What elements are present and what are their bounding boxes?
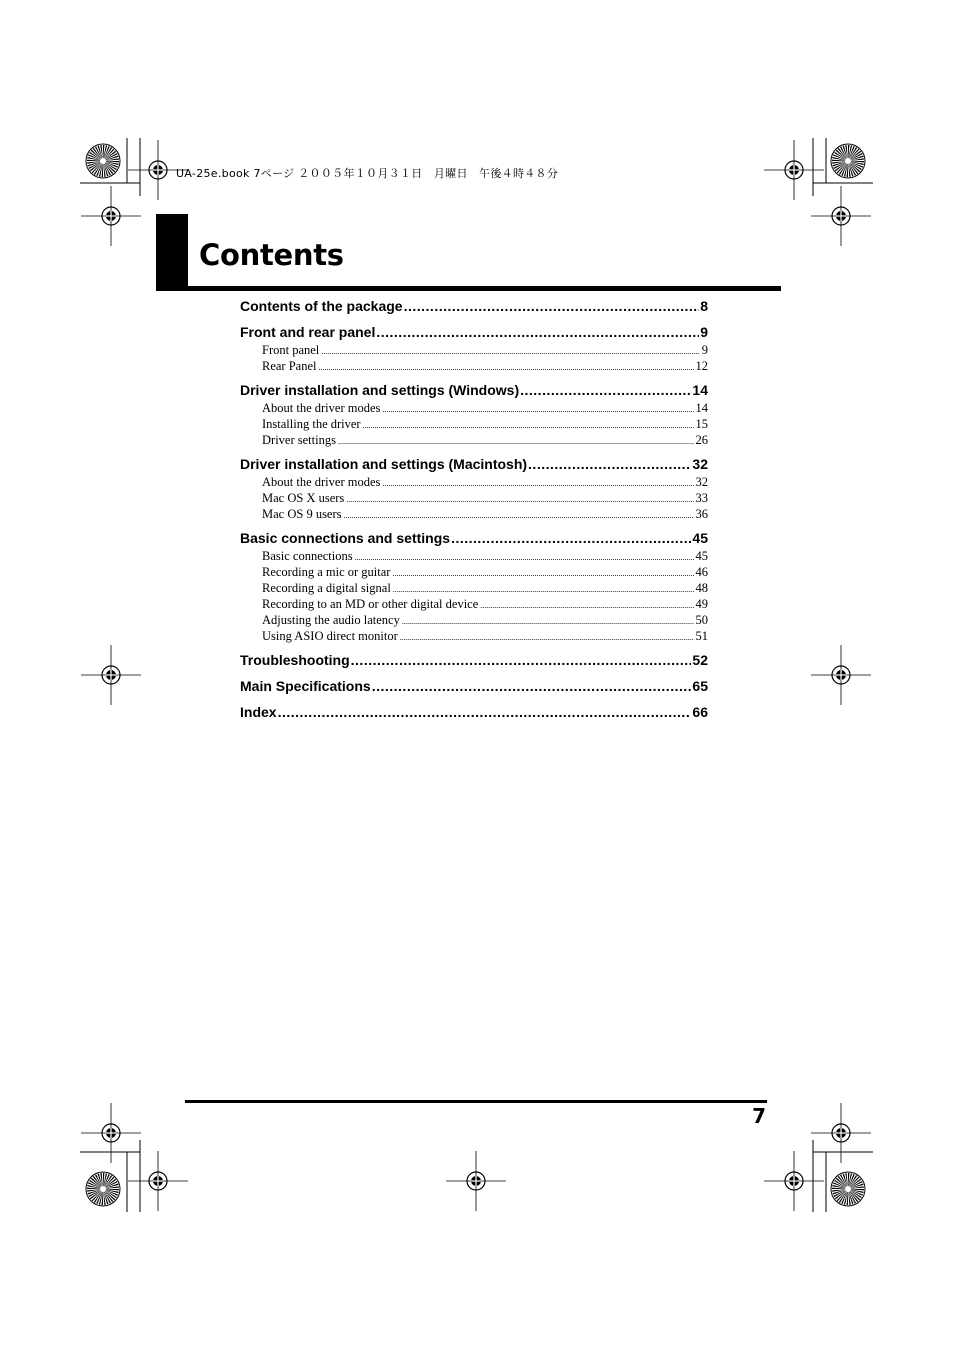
toc-subentry-page: 14 bbox=[695, 401, 708, 415]
toc-subentry-label: Installing the driver bbox=[262, 417, 361, 431]
registration-crosshair-icon bbox=[446, 1151, 506, 1211]
toc-subentry-label: Recording a mic or guitar bbox=[262, 565, 391, 579]
dot-leader bbox=[382, 402, 693, 418]
toc-subentry-label: Driver settings bbox=[262, 433, 336, 447]
toc-entry[interactable] bbox=[240, 454, 708, 474]
toc-subentry[interactable] bbox=[240, 432, 708, 448]
dot-leader bbox=[400, 630, 694, 646]
toc-subentry-label: Using ASIO direct monitor bbox=[262, 629, 398, 643]
registration-crosshair-icon bbox=[81, 645, 141, 705]
dot-leader bbox=[372, 676, 692, 696]
toc-subentry-label: Recording to an MD or other digital device bbox=[262, 597, 479, 611]
dot-leader bbox=[355, 550, 694, 566]
dot-leader bbox=[346, 492, 693, 508]
toc-entry-label: Front and rear panel bbox=[240, 324, 376, 340]
toc-entry[interactable] bbox=[240, 676, 708, 696]
toc-subentry-label: Recording a digital signal bbox=[262, 581, 391, 595]
toc-section bbox=[240, 528, 708, 644]
print-slug-header: UA-25e.book 7ページ ２００５年１０月３１日 月曜日 午後４時４８分 bbox=[176, 167, 559, 180]
toc-subentry-page: 50 bbox=[695, 613, 708, 627]
registration-crosshair-icon bbox=[128, 1151, 188, 1211]
toc-subentry-label: Mac OS X users bbox=[262, 491, 345, 505]
toc-subentry-label: About the driver modes bbox=[262, 475, 381, 489]
toc-subentry[interactable] bbox=[240, 564, 708, 580]
toc-section bbox=[240, 322, 708, 374]
toc-entry-label: Main Specifications bbox=[240, 678, 371, 694]
toc-subentry-page: 48 bbox=[695, 581, 708, 595]
dot-leader bbox=[319, 360, 694, 376]
dot-leader bbox=[480, 598, 693, 614]
dot-leader bbox=[392, 566, 693, 582]
table-of-contents bbox=[240, 296, 708, 728]
toc-section bbox=[240, 702, 708, 722]
toc-entry-page: 14 bbox=[692, 382, 708, 398]
toc-entry-page: 65 bbox=[692, 678, 708, 694]
dot-leader bbox=[451, 528, 691, 548]
toc-section bbox=[240, 650, 708, 670]
toc-subentry-page: 49 bbox=[695, 597, 708, 611]
toc-subentry[interactable] bbox=[240, 474, 708, 490]
registration-crosshair-icon bbox=[764, 140, 824, 200]
toc-entry-page: 9 bbox=[700, 324, 708, 340]
toc-subentry-label: Basic connections bbox=[262, 549, 353, 563]
toc-subentry[interactable] bbox=[240, 612, 708, 628]
registration-crosshair-icon bbox=[81, 1103, 141, 1163]
toc-entry-page: 8 bbox=[700, 298, 708, 314]
toc-entry-label: Troubleshooting bbox=[240, 652, 350, 668]
toc-entry[interactable] bbox=[240, 380, 708, 400]
toc-subentry-page: 26 bbox=[695, 433, 708, 447]
toc-subentry-page: 9 bbox=[701, 343, 708, 357]
toc-subentry-page: 51 bbox=[695, 629, 708, 643]
dot-leader bbox=[528, 454, 691, 474]
dot-leader bbox=[351, 650, 692, 670]
registration-crosshair-icon bbox=[811, 645, 871, 705]
dot-leader bbox=[363, 418, 694, 434]
toc-subentry[interactable] bbox=[240, 400, 708, 416]
color-calibration-starburst-icon bbox=[831, 1172, 865, 1206]
color-calibration-starburst-icon bbox=[86, 144, 120, 178]
dot-leader bbox=[404, 296, 700, 316]
dot-leader bbox=[338, 434, 694, 450]
toc-entry[interactable] bbox=[240, 528, 708, 548]
title-rule bbox=[156, 286, 781, 291]
toc-subentry-page: 32 bbox=[695, 475, 708, 489]
toc-entry-label: Basic connections and settings bbox=[240, 530, 451, 546]
toc-subentry[interactable] bbox=[240, 596, 708, 612]
dot-leader bbox=[278, 702, 692, 722]
footer-rule bbox=[185, 1100, 767, 1103]
toc-subentry[interactable] bbox=[240, 580, 708, 596]
dot-leader bbox=[402, 614, 694, 630]
toc-subentry[interactable] bbox=[240, 490, 708, 506]
toc-subentry[interactable] bbox=[240, 342, 708, 358]
toc-section bbox=[240, 676, 708, 696]
page-number: 7 bbox=[752, 1104, 766, 1128]
registration-crosshair-icon bbox=[811, 186, 871, 246]
toc-entry-label: Index bbox=[240, 704, 277, 720]
toc-subentry[interactable] bbox=[240, 548, 708, 564]
title-black-tab bbox=[156, 214, 188, 290]
toc-subentry[interactable] bbox=[240, 628, 708, 644]
dot-leader bbox=[382, 476, 693, 492]
toc-subentry[interactable] bbox=[240, 358, 708, 374]
dot-leader bbox=[520, 380, 691, 400]
toc-entry[interactable] bbox=[240, 702, 708, 722]
toc-subentry-page: 45 bbox=[695, 549, 708, 563]
toc-entry[interactable] bbox=[240, 296, 708, 316]
toc-subentry-label: Rear Panel bbox=[262, 359, 317, 373]
toc-section bbox=[240, 380, 708, 448]
toc-subentry-page: 36 bbox=[695, 507, 708, 521]
toc-subentry-label: Mac OS 9 users bbox=[262, 507, 342, 521]
dot-leader bbox=[321, 344, 699, 360]
toc-entry[interactable] bbox=[240, 322, 708, 342]
toc-subentry-label: Front panel bbox=[262, 343, 320, 357]
toc-section bbox=[240, 454, 708, 522]
color-calibration-starburst-icon bbox=[86, 1172, 120, 1206]
toc-entry-page: 52 bbox=[692, 652, 708, 668]
toc-subentry[interactable] bbox=[240, 416, 708, 432]
toc-subentry-page: 12 bbox=[695, 359, 708, 373]
toc-section bbox=[240, 296, 708, 316]
toc-entry-page: 32 bbox=[692, 456, 708, 472]
toc-entry-page: 45 bbox=[692, 530, 708, 546]
toc-entry[interactable] bbox=[240, 650, 708, 670]
toc-subentry-label: About the driver modes bbox=[262, 401, 381, 415]
toc-subentry-page: 15 bbox=[695, 417, 708, 431]
page-title: Contents bbox=[199, 238, 344, 272]
toc-subentry-page: 46 bbox=[695, 565, 708, 579]
toc-entry-label: Contents of the package bbox=[240, 298, 403, 314]
registration-crosshair-icon bbox=[764, 1151, 824, 1211]
toc-entry-page: 66 bbox=[692, 704, 708, 720]
color-calibration-starburst-icon bbox=[831, 144, 865, 178]
toc-subentry-page: 33 bbox=[695, 491, 708, 505]
dot-leader bbox=[344, 508, 694, 524]
toc-entry-label: Driver installation and settings (Windows) bbox=[240, 382, 520, 398]
toc-subentry[interactable] bbox=[240, 506, 708, 522]
registration-crosshair-icon bbox=[81, 186, 141, 246]
dot-leader bbox=[376, 322, 699, 342]
toc-entry-label: Driver installation and settings (Macintosh) bbox=[240, 456, 528, 472]
registration-crosshair-icon bbox=[811, 1103, 871, 1163]
toc-subentry-label: Adjusting the audio latency bbox=[262, 613, 400, 627]
